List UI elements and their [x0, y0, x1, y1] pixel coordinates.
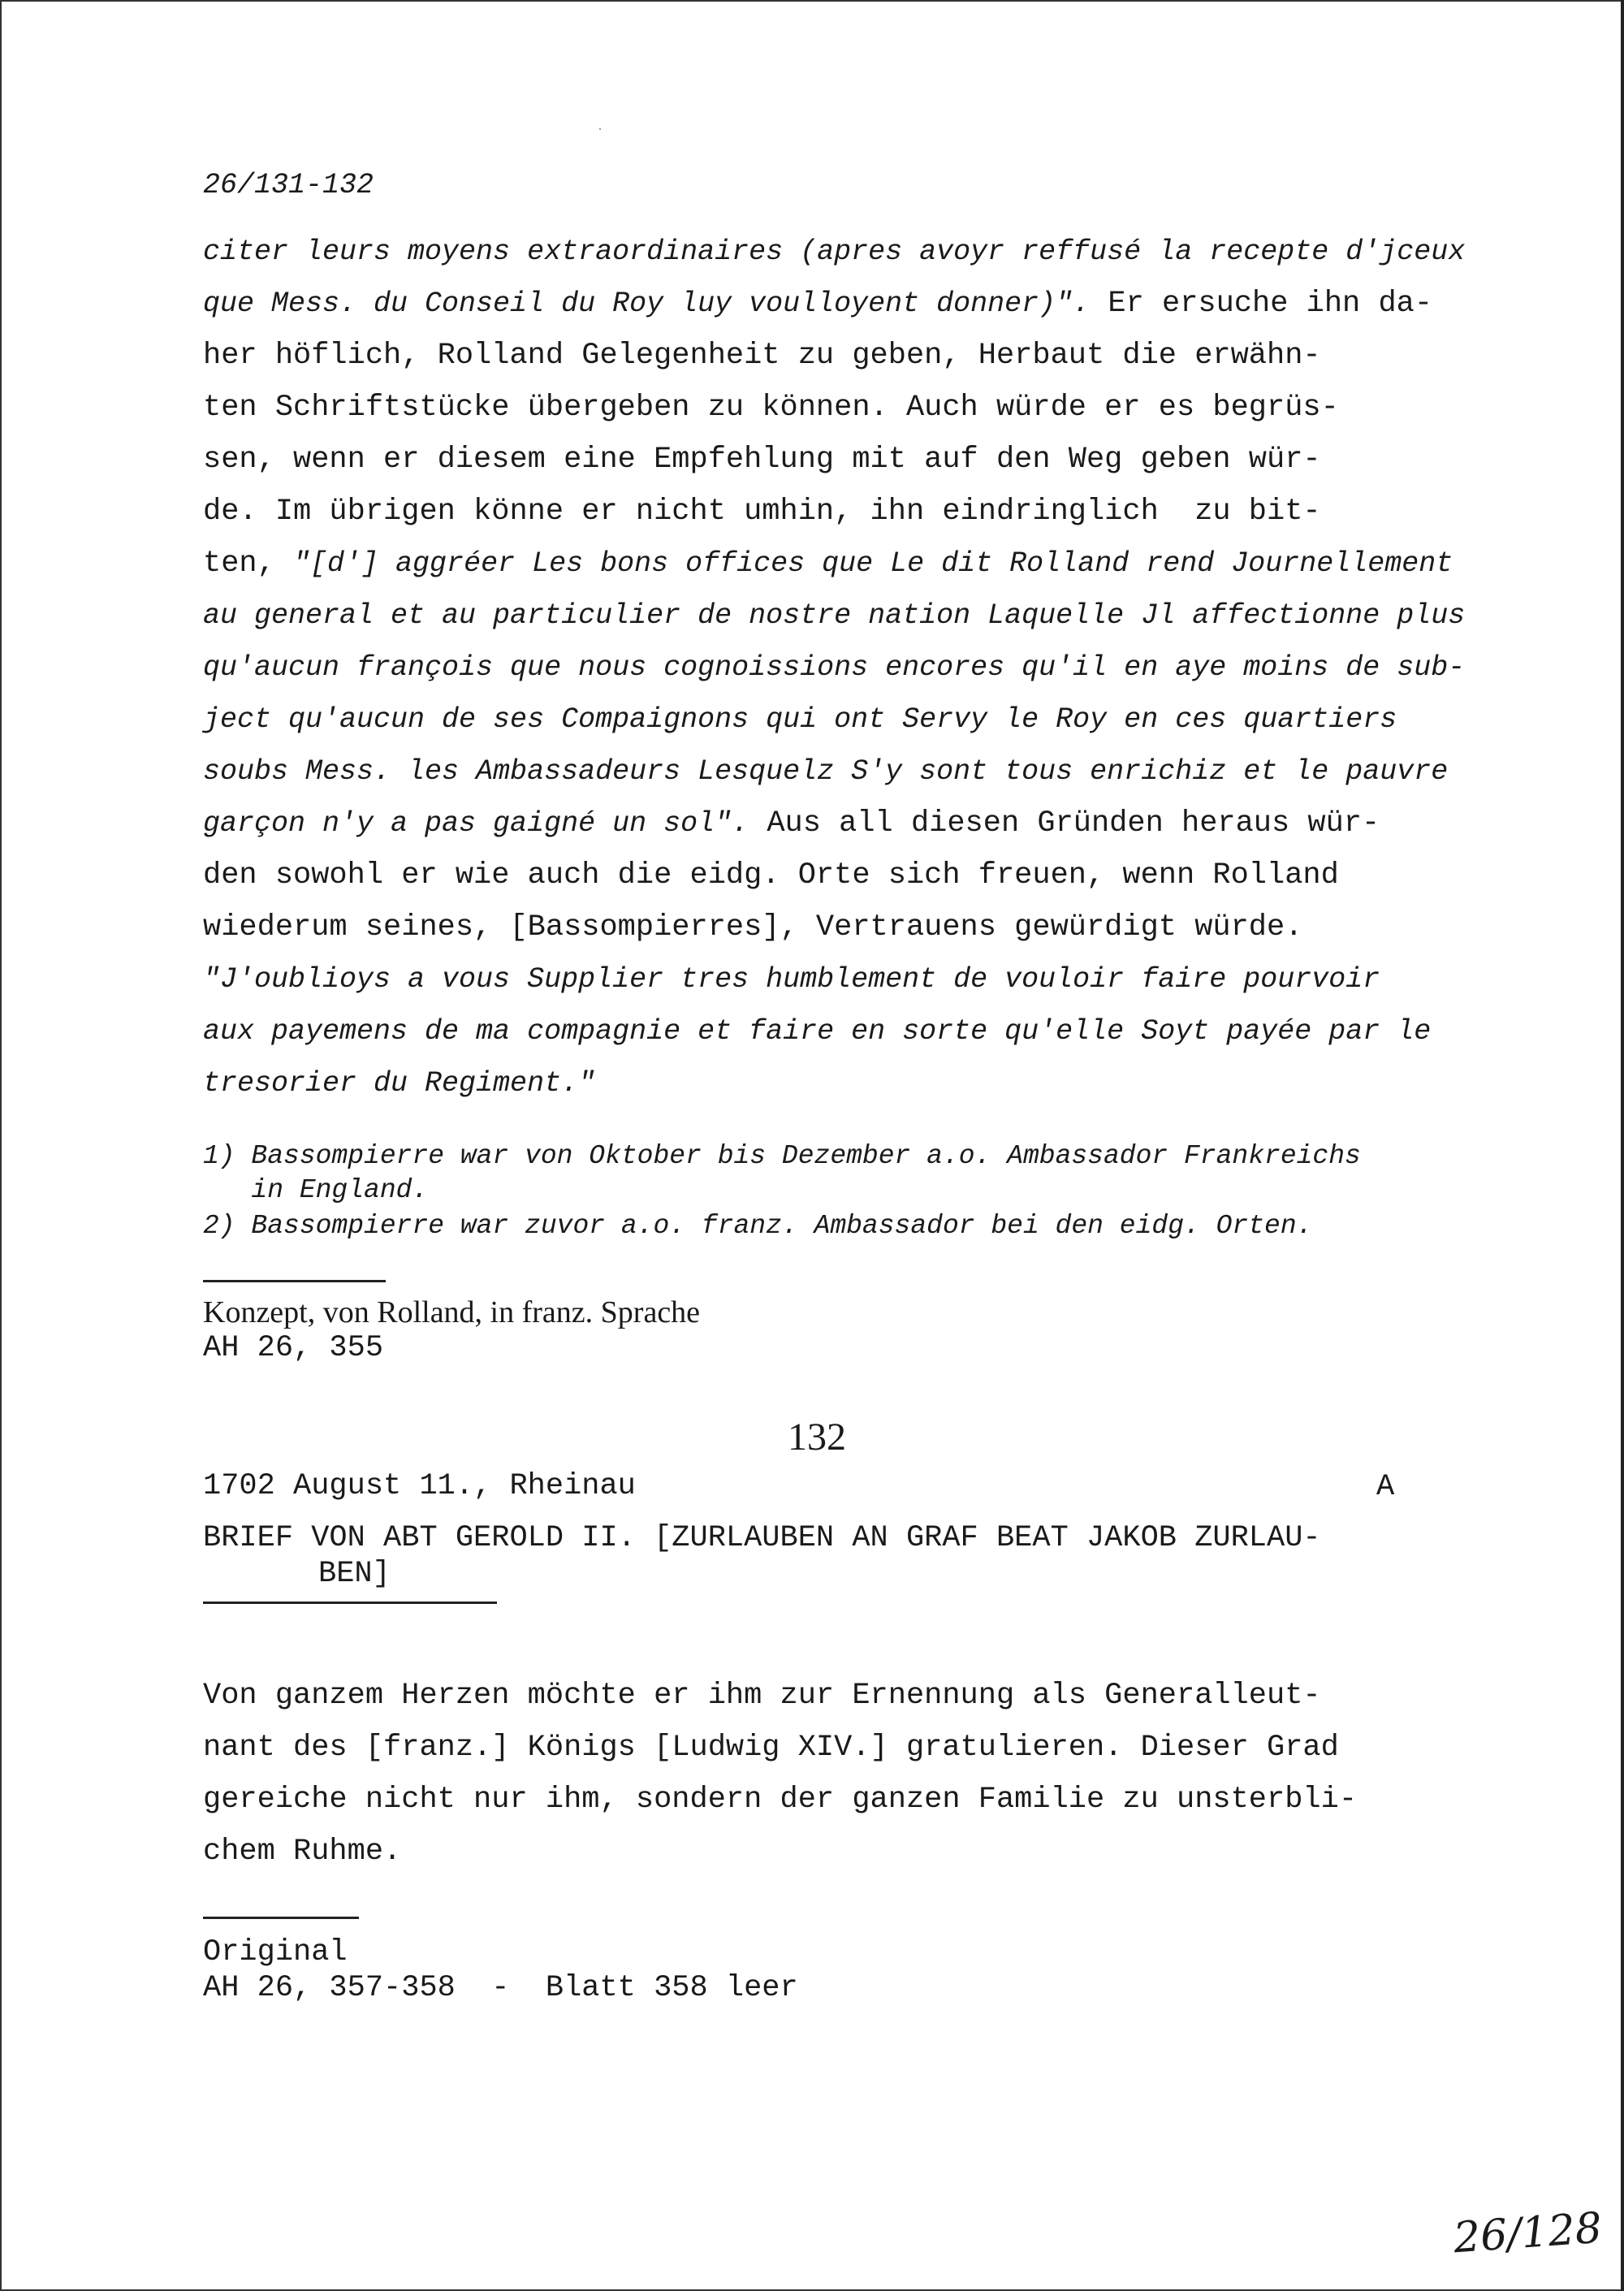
source-word: Konzept, von Rolland, in franz. Sprache — [203, 1295, 701, 1329]
divider — [203, 1602, 497, 1604]
body-line: Von ganzem Herzen möchte er ihm zur Ernennung als Generalleut- — [203, 1679, 1321, 1713]
document-number: 132 — [788, 1416, 846, 1459]
body-line: ject qu'aucun de ses Compaignons qui ont Servy le Roy en ces quartiers — [203, 703, 1397, 736]
body-line: gereiche nicht nur ihm, sondern der ganzen Familie zu unsterbli- — [203, 1783, 1358, 1817]
body-line: au general et au particulier de nostre nation Laquelle Jl affectionne plus — [203, 599, 1466, 632]
body-line: sen, wenn er diesem eine Empfehlung mit auf den Weg geben wür- — [203, 443, 1321, 477]
body-line: wiederum seines, [Bassompierres], Vertrauens gewürdigt würde. — [203, 910, 1303, 944]
body-line: chem Ruhme. — [203, 1835, 402, 1869]
archive-reference: AH 26, 357-358 - Blatt 358 leer — [203, 1971, 798, 2005]
body-line: soubs Mess. les Ambassadeurs Lesquelz S'y sont tous enrichiz et le pauvre — [203, 755, 1449, 788]
body-line: ten, "[d'] aggréer Les bons offices que Le dit Rolland rend Journellement — [203, 547, 1453, 581]
classification-marker: A — [1376, 1470, 1395, 1504]
body-line: ten Schriftstücke übergeben zu können. Auch würde er es begrüs- — [203, 391, 1339, 425]
page-reference: 26/131-132 — [203, 169, 374, 201]
body-line: de. Im übrigen könne er nicht umhin, ihn eindringlich zu bit- — [203, 495, 1321, 529]
source-note: Original — [203, 1935, 348, 1969]
handwritten-page-mark: 26/128 — [1452, 2203, 1604, 2263]
archive-reference: AH 26, 355 — [203, 1331, 384, 1365]
body-line: citer leurs moyens extraordinaires (apres avoyr reffusé la recepte d'jceux — [203, 236, 1466, 268]
body-line: tresorier du Regiment." — [203, 1067, 596, 1100]
footnote-1: 1) Bassompierre war von Oktober bis Dezember a.o. Ambassador Frankreichs — [203, 1141, 1361, 1171]
body-line: que Mess. du Conseil du Roy luy voulloyent donner)". Er ersuche ihn da- — [203, 287, 1433, 321]
body-line: qu'aucun françois que nous cognoissions encores qu'il en aye moins de sub- — [203, 651, 1466, 684]
footnote-2: 2) Bassompierre war zuvor a.o. franz. Ambassador bei den eidg. Orten. — [203, 1211, 1313, 1241]
document-title: BRIEF VON ABT GEROLD II. [ZURLAUBEN AN GRAF BEAT JAKOB ZURLAU- — [203, 1521, 1321, 1555]
scan-speck — [599, 128, 601, 130]
quote-fragment: "[d'] aggréer Les bons offices que Le dit Rolland rend Journellement — [293, 547, 1453, 580]
body-line: aux payemens de ma compagnie et faire en sorte qu'elle Soyt payée par le — [203, 1015, 1432, 1048]
body-line: "J'oublioys a vous Supplier tres humblement de vouloir faire pourvoir — [203, 963, 1380, 996]
footnote-1-cont: in England. — [203, 1175, 429, 1205]
body-line: her höflich, Rolland Gelegenheit zu geben, Herbaut die erwähn- — [203, 339, 1321, 373]
source-note — [203, 1296, 700, 1331]
quote-fragment: garçon n'y a pas gaigné un sol". — [203, 807, 749, 840]
document-title-cont: BEN] — [318, 1557, 391, 1591]
dateline: 1702 August 11., Rheinau — [203, 1469, 636, 1503]
body-line: nant des [franz.] Königs [Ludwig XIV.] gratulieren. Dieser Grad — [203, 1731, 1339, 1765]
divider — [203, 1917, 359, 1919]
quote-fragment: que Mess. du Conseil du Roy luy voulloyent donner)". — [203, 287, 1091, 320]
divider — [203, 1280, 386, 1282]
body-line: garçon n'y a pas gaigné un sol". Aus all diesen Gründen heraus wür- — [203, 806, 1380, 841]
scan-edge — [1621, 0, 1624, 2291]
body-line: den sowohl er wie auch die eidg. Orte sich freuen, wenn Rolland — [203, 858, 1339, 893]
